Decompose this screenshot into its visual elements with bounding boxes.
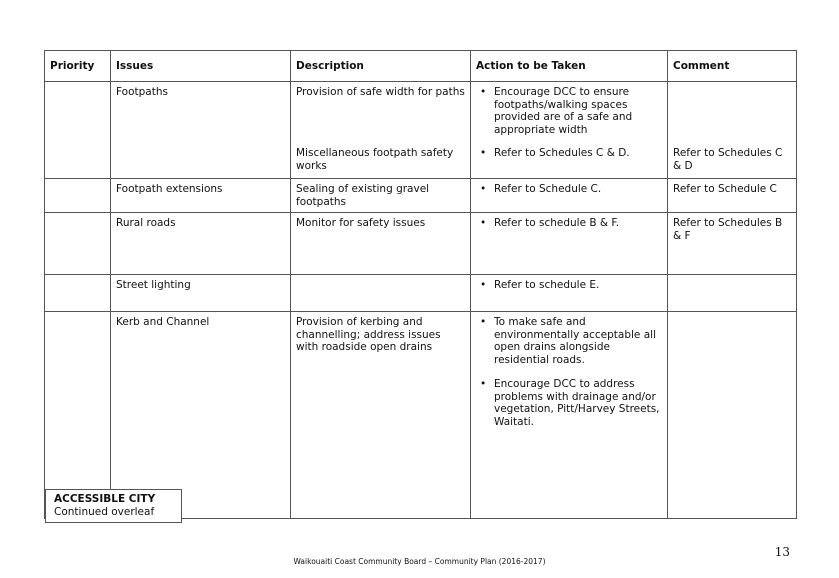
header-priority: Priority (45, 51, 111, 82)
description-text: Miscellaneous footpath safety works (296, 147, 454, 172)
description-cell: Sealing of existing gravel footpaths (291, 179, 471, 213)
action-item: • To make safe and environmentally acceptable all open drains alongside residential roads. (494, 316, 662, 366)
priority-cell (45, 213, 111, 275)
action-item: • Refer to Schedule C. (494, 183, 662, 196)
action-cell (471, 312, 668, 519)
header-action: Action to be Taken (471, 51, 668, 82)
action-item: • Refer to schedule E. (494, 279, 662, 292)
description-cell: Monitor for safety issues (291, 213, 471, 275)
description-cell (291, 82, 471, 179)
description-text: Provision of safe width for paths (296, 86, 465, 98)
comment-text: Refer to Schedules C & D (673, 147, 783, 172)
priority-cell (45, 275, 111, 312)
comment-cell (668, 312, 797, 519)
header-description: Description (291, 51, 471, 82)
community-plan-table (44, 50, 797, 519)
action-cell (471, 275, 668, 312)
page-footer: Waikouaiti Coast Community Board – Community Plan (2016-2017) (293, 557, 546, 566)
description-cell (291, 275, 471, 312)
header-comment: Comment (668, 51, 797, 82)
comment-cell: Refer to Schedules B & F (668, 213, 797, 275)
table-row (45, 179, 797, 213)
action-cell (471, 179, 668, 213)
priority-cell (45, 82, 111, 179)
priority-cell (45, 312, 111, 519)
action-item: • Refer to schedule B & F. (494, 217, 662, 230)
table-row (45, 82, 797, 179)
action-item: • Encourage DCC to address problems with drainage and/or vegetation, Pitt/Harvey Streets, Waitati. (494, 378, 662, 428)
action-list (476, 86, 662, 160)
table-row (45, 275, 797, 312)
header-issues: Issues (111, 51, 291, 82)
section-title: ACCESSIBLE CITY (54, 493, 156, 505)
issue-cell: Kerb and Channel (111, 312, 291, 519)
issue-cell: Rural roads (111, 213, 291, 275)
action-item: • Refer to Schedules C & D. (494, 147, 662, 160)
issue-cell: Footpath extensions (111, 179, 291, 213)
comment-cell: Refer to Schedule C (668, 179, 797, 213)
priority-cell (45, 179, 111, 213)
continued-overleaf-box (45, 489, 182, 523)
page-number: 13 (774, 545, 790, 559)
action-cell (471, 213, 668, 275)
action-item: • Encourage DCC to ensure footpaths/walking spaces provided are of a safe and appropriate width (494, 86, 662, 147)
issue-cell: Footpaths (111, 82, 291, 179)
action-cell (471, 82, 668, 179)
comment-cell (668, 82, 797, 179)
action-list (476, 316, 662, 428)
issue-cell: Street lighting (111, 275, 291, 312)
description-cell: Provision of kerbing and channelling; address issues with roadside open drains (291, 312, 471, 519)
table-header-row (45, 51, 797, 82)
table-row (45, 312, 797, 519)
continued-note: Continued overleaf (54, 506, 155, 518)
table-row (45, 213, 797, 275)
comment-cell (668, 275, 797, 312)
